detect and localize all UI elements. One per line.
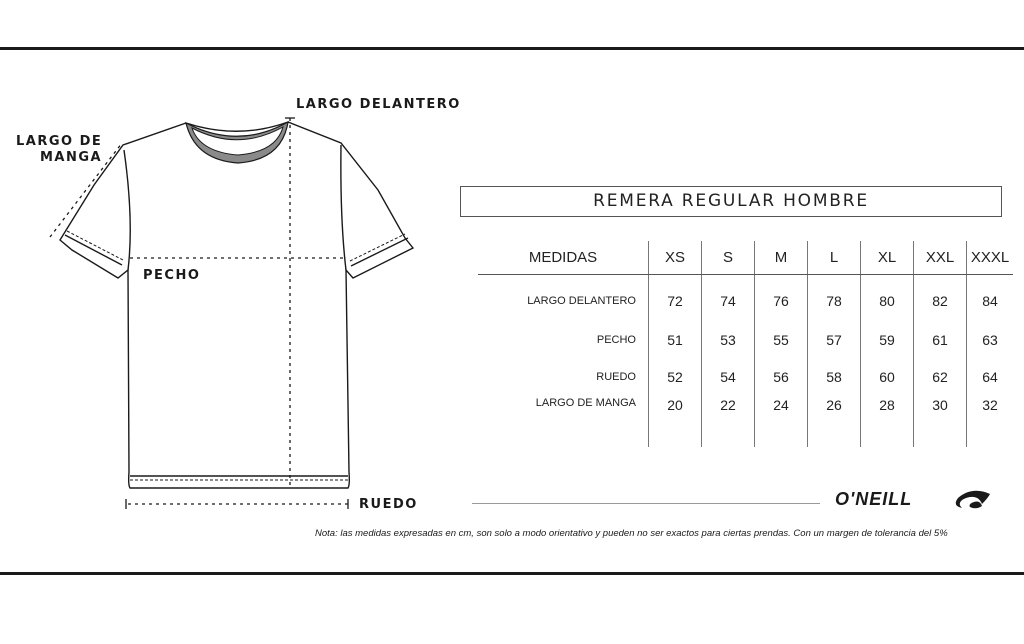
table-cell: 80 bbox=[861, 275, 914, 323]
table-cell: 22 bbox=[702, 395, 755, 427]
size-header-l: L bbox=[808, 241, 861, 275]
row-label: RUEDO bbox=[596, 370, 636, 383]
largo-de-manga-label-line2: MANGA bbox=[40, 150, 103, 165]
table-cell: 74 bbox=[702, 275, 755, 323]
spacer-cell bbox=[914, 427, 967, 447]
spacer-cell bbox=[967, 427, 1014, 447]
table-cell: 63 bbox=[967, 322, 1014, 358]
size-header-xxxl: XXXL bbox=[967, 241, 1014, 275]
size-header-s: S bbox=[702, 241, 755, 275]
size-header-xs: XS bbox=[649, 241, 702, 275]
table-row bbox=[478, 322, 1013, 358]
wave-logo-icon bbox=[952, 490, 992, 512]
table-cell: 82 bbox=[914, 275, 967, 323]
table-spacer-row bbox=[478, 427, 1013, 447]
table-cell: 72 bbox=[649, 275, 702, 323]
table-row bbox=[478, 275, 1013, 323]
size-header-row bbox=[478, 241, 1013, 275]
table-cell: 76 bbox=[755, 275, 808, 323]
size-header-m: M bbox=[755, 241, 808, 275]
largo-de-manga-label-line1: LARGO DE bbox=[16, 134, 103, 149]
spacer-cell bbox=[808, 427, 861, 447]
ruedo-label: RUEDO bbox=[359, 497, 418, 512]
table-cell: 58 bbox=[808, 358, 861, 395]
brand-divider bbox=[472, 503, 820, 504]
table-cell: 57 bbox=[808, 322, 861, 358]
table-row bbox=[478, 395, 1013, 427]
spacer-cell bbox=[649, 427, 702, 447]
table-cell: 61 bbox=[914, 322, 967, 358]
table-cell: 54 bbox=[702, 358, 755, 395]
table-cell: 53 bbox=[702, 322, 755, 358]
row-label: LARGO DE MANGA bbox=[535, 397, 636, 409]
chart-title: REMERA REGULAR HOMBRE bbox=[460, 186, 1002, 217]
table-cell: 59 bbox=[861, 322, 914, 358]
table-cell: 20 bbox=[649, 395, 702, 427]
table-cell: 55 bbox=[755, 322, 808, 358]
table-cell: 28 bbox=[861, 395, 914, 427]
medidas-header: MEDIDAS bbox=[478, 241, 649, 275]
table-cell: 84 bbox=[967, 275, 1014, 323]
spacer-cell bbox=[702, 427, 755, 447]
tshirt-diagram bbox=[0, 0, 470, 530]
table-row bbox=[478, 358, 1013, 395]
row-label: PECHO bbox=[596, 334, 636, 346]
table-cell: 32 bbox=[967, 395, 1014, 427]
pecho-label: PECHO bbox=[143, 268, 201, 283]
table-cell: 62 bbox=[914, 358, 967, 395]
size-header-xl: XL bbox=[861, 241, 914, 275]
size-table bbox=[478, 241, 1013, 447]
row-label: LARGO DELANTERO bbox=[527, 295, 636, 307]
table-cell: 78 bbox=[808, 275, 861, 323]
largo-delantero-label: LARGO DELANTERO bbox=[296, 97, 461, 112]
table-cell: 24 bbox=[755, 395, 808, 427]
brand-logo-text: O'NEILL bbox=[835, 489, 913, 509]
spacer-cell bbox=[755, 427, 808, 447]
table-cell: 51 bbox=[649, 322, 702, 358]
table-cell: 26 bbox=[808, 395, 861, 427]
disclaimer-note: Nota: las medidas expresadas en cm, son solo a modo orientativo y pueden no ser exactos para ciertas prendas. Con un margen de tolerancia del 5% bbox=[315, 528, 948, 539]
table-cell: 52 bbox=[649, 358, 702, 395]
table-cell: 56 bbox=[755, 358, 808, 395]
spacer-cell bbox=[478, 427, 649, 447]
spacer-cell bbox=[861, 427, 914, 447]
size-header-xxl: XXL bbox=[914, 241, 967, 275]
table-cell: 64 bbox=[967, 358, 1014, 395]
table-cell: 30 bbox=[914, 395, 967, 427]
table-cell: 60 bbox=[861, 358, 914, 395]
